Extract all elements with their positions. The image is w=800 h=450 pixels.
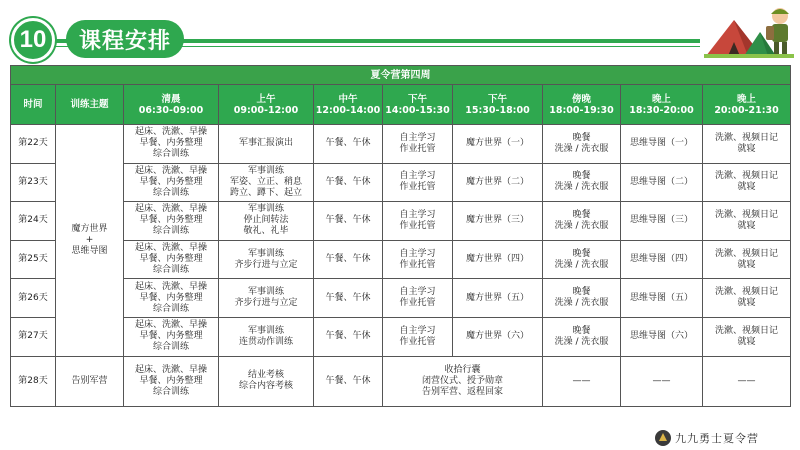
column-header	[383, 85, 453, 125]
pm1-cell: 自主学习 作业托管	[383, 125, 453, 164]
column-header-time: 06:30-09:00	[138, 104, 204, 116]
pm2-cell: 魔方世界（四）	[453, 240, 543, 279]
column-header-time: 14:00-15:30	[385, 104, 450, 116]
afternoon-cell: 收拾行囊 闭营仪式、授予勋章 告别军营、返程回家	[383, 356, 543, 406]
am-cell: 军事训练 齐步行进与立定	[219, 240, 314, 279]
am-cell: 军事汇报演出	[219, 125, 314, 164]
pm1-cell: 自主学习 作业托管	[383, 279, 453, 318]
day-cell: 第27天	[11, 317, 56, 356]
eve1-cell: 思维导图（四）	[621, 240, 703, 279]
column-header	[314, 85, 383, 125]
eve2-cell: 洗漱、视频日记 就寝	[703, 125, 791, 164]
pm2-cell: 魔方世界（三）	[453, 202, 543, 241]
am-cell: 军事训练 停止间转法 敬礼、礼毕	[219, 202, 314, 241]
column-header-time: 15:30-18:00	[465, 104, 530, 116]
eve2-cell: 洗漱、视频日记 就寝	[703, 163, 791, 202]
column-header-time: 20:00-21:30	[714, 104, 779, 116]
eve1-cell: 思维导图（三）	[621, 202, 703, 241]
dusk-cell: 晚餐 洗澡 / 洗衣服	[543, 279, 621, 318]
schedule-table-container	[10, 65, 790, 407]
schedule-table	[10, 65, 791, 407]
column-header-time: 09:00-12:00	[233, 104, 299, 116]
column-header-label: 傍晚	[571, 93, 591, 105]
noon-cell: 午餐、午休	[314, 240, 383, 279]
column-header-label: 训练主题	[70, 99, 109, 110]
noon-cell: 午餐、午休	[314, 125, 383, 164]
eve1-cell: 思维导图（二）	[621, 163, 703, 202]
camp-logo-text: 九九勇士夏令营	[675, 432, 759, 445]
column-header	[56, 85, 124, 125]
day-cell: 第24天	[11, 202, 56, 241]
eve2-cell: 洗漱、视频日记 就寝	[703, 202, 791, 241]
pm1-cell: 自主学习 作业托管	[383, 163, 453, 202]
am-cell: 结业考核 综合内容考核	[219, 356, 314, 406]
eve2-cell: ——	[703, 356, 791, 406]
am-cell: 军事训练 连贯动作训练	[219, 317, 314, 356]
column-header-label: 时间	[23, 99, 43, 110]
column-header-time: 12:00-14:00	[315, 104, 381, 116]
noon-cell: 午餐、午休	[314, 356, 383, 406]
page-title: 课程安排	[66, 20, 184, 58]
eve2-cell: 洗漱、视频日记 就寝	[703, 317, 791, 356]
table-row	[11, 202, 791, 241]
pm1-cell: 自主学习 作业托管	[383, 240, 453, 279]
theme-cell-final: 告别军营	[56, 356, 124, 406]
noon-cell: 午餐、午休	[314, 279, 383, 318]
column-header-label: 中午	[338, 93, 358, 105]
eve1-cell: ——	[621, 356, 703, 406]
morning-cell: 起床、洗漱、早操 早餐、内务整理 综合训练	[124, 356, 219, 406]
camp-emblem-icon	[655, 430, 671, 446]
theme-cell: 魔方世界 + 思维导图	[56, 125, 124, 357]
column-header	[11, 85, 56, 125]
section-number-badge: 10	[11, 18, 55, 62]
pm2-cell: 魔方世界（五）	[453, 279, 543, 318]
am-cell: 军事训练 齐步行进与立定	[219, 279, 314, 318]
morning-cell: 起床、洗漱、早操 早餐、内务整理 综合训练	[124, 279, 219, 318]
day-cell: 第22天	[11, 125, 56, 164]
eve1-cell: 思维导图（六）	[621, 317, 703, 356]
table-row	[11, 125, 791, 164]
dusk-cell: 晚餐 洗澡 / 洗衣服	[543, 202, 621, 241]
dusk-cell: 晚餐 洗澡 / 洗衣服	[543, 163, 621, 202]
morning-cell: 起床、洗漱、早操 早餐、内务整理 综合训练	[124, 163, 219, 202]
day-cell: 第23天	[11, 163, 56, 202]
table-row	[11, 163, 791, 202]
pm1-cell: 自主学习 作业托管	[383, 317, 453, 356]
table-row	[11, 317, 791, 356]
dusk-cell: ——	[543, 356, 621, 406]
morning-cell: 起床、洗漱、早操 早餐、内务整理 综合训练	[124, 240, 219, 279]
column-header-label: 下午	[407, 93, 427, 105]
pm2-cell: 魔方世界（一）	[453, 125, 543, 164]
noon-cell: 午餐、午休	[314, 317, 383, 356]
column-header	[124, 85, 219, 125]
column-header	[219, 85, 314, 125]
column-header-time: 18:30-20:00	[629, 104, 694, 116]
morning-cell: 起床、洗漱、早操 早餐、内务整理 综合训练	[124, 125, 219, 164]
dusk-cell: 晚餐 洗澡 / 洗衣服	[543, 125, 621, 164]
week-banner: 夏令营第四周	[11, 66, 791, 85]
table-banner-row	[11, 66, 791, 85]
column-header	[703, 85, 791, 125]
am-cell: 军事训练 军姿、立正、稍息 跨立、蹲下、起立	[219, 163, 314, 202]
day-cell: 第25天	[11, 240, 56, 279]
column-header	[453, 85, 543, 125]
day-cell: 第26天	[11, 279, 56, 318]
day-cell: 第28天	[11, 356, 56, 406]
eve2-cell: 洗漱、视频日记 就寝	[703, 279, 791, 318]
morning-cell: 起床、洗漱、早操 早餐、内务整理 综合训练	[124, 202, 219, 241]
noon-cell: 午餐、午休	[314, 163, 383, 202]
table-header-row	[11, 85, 791, 125]
pm2-cell: 魔方世界（二）	[453, 163, 543, 202]
camp-mascot-illustration	[704, 2, 794, 58]
page-header	[0, 0, 800, 60]
table-row	[11, 240, 791, 279]
eve1-cell: 思维导图（一）	[621, 125, 703, 164]
column-header-label: 晚上	[651, 93, 671, 105]
noon-cell: 午餐、午休	[314, 202, 383, 241]
column-header-time: 18:00-19:30	[549, 104, 614, 116]
eve1-cell: 思维导图（五）	[621, 279, 703, 318]
column-header	[543, 85, 621, 125]
column-header	[621, 85, 703, 125]
dusk-cell: 晚餐 洗澡 / 洗衣服	[543, 240, 621, 279]
dusk-cell: 晚餐 洗澡 / 洗衣服	[543, 317, 621, 356]
column-header-label: 清晨	[161, 93, 181, 105]
pm1-cell: 自主学习 作业托管	[383, 202, 453, 241]
pm2-cell: 魔方世界（六）	[453, 317, 543, 356]
camp-logo	[655, 428, 759, 448]
column-header-label: 晚上	[737, 93, 757, 105]
eve2-cell: 洗漱、视频日记 就寝	[703, 240, 791, 279]
table-row-final-day	[11, 356, 791, 406]
table-row	[11, 279, 791, 318]
column-header-label: 上午	[256, 93, 276, 105]
column-header-label: 下午	[487, 93, 507, 105]
morning-cell: 起床、洗漱、早操 早餐、内务整理 综合训练	[124, 317, 219, 356]
